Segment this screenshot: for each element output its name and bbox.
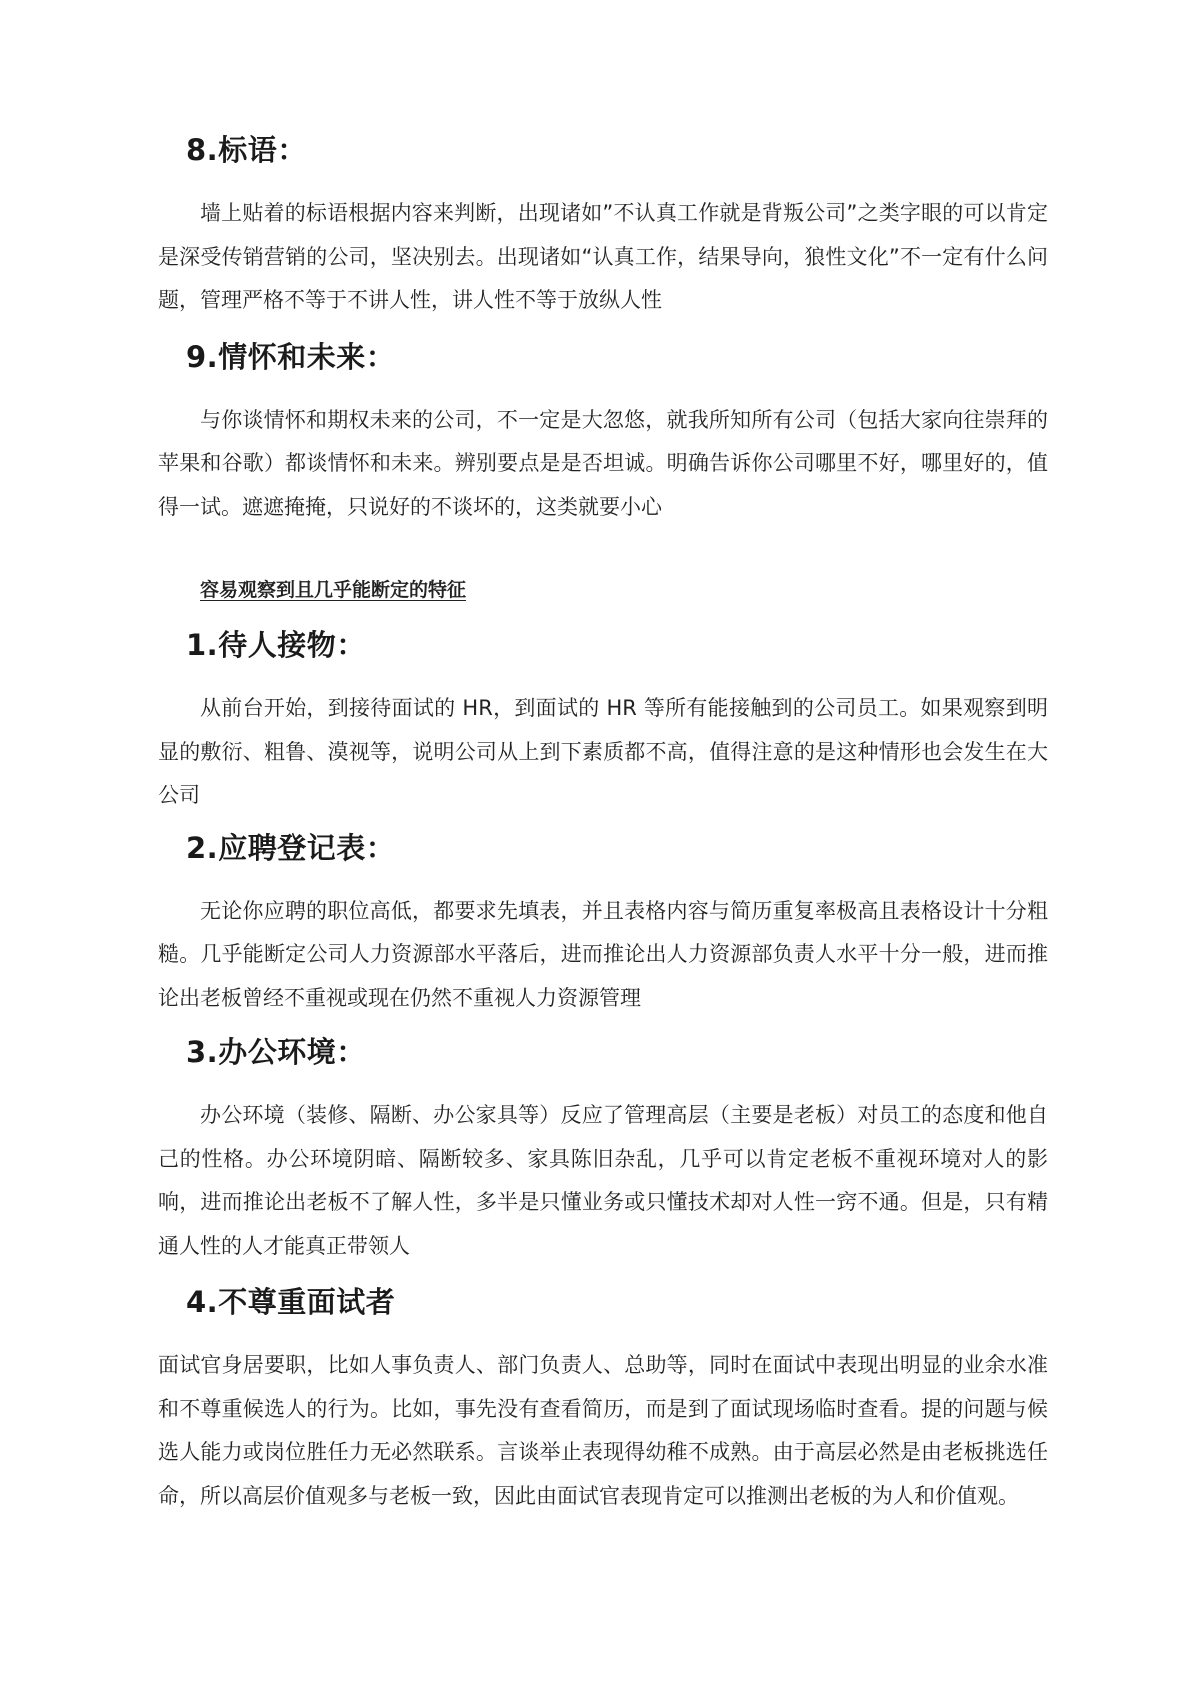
section-paragraph-treatment: 从前台开始，到接待面试的 HR，到面试的 HR 等所有能接触到的公司员工。如果观察到明显的敷衍、粗鲁、漠视等，说明公司从上到下素质都不高，值得注意的是这种情形也会发生在大公司 <box>158 696 1048 807</box>
section-heading-vision: 9.情怀和未来： <box>186 339 396 374</box>
document-page <box>158 112 1048 1518</box>
section-heading-treatment: 1.待人接物： <box>186 628 366 662</box>
section-heading-office-environment: 3.办公环境： <box>186 1035 366 1069</box>
section-paragraph-office-environment: 办公环境（装修、隔断、办公家具等）反应了管理高层（主要是老板）对员工的态度和他自己的性格。办公环境阴暗、隔断较多、家具陈旧杂乱，几乎可以肯定老板不重视环境对人的影响，进而推论出老板不了解人性，多半是只懂业务或只懂技术却对人性一窍不通。但是，只有精通人性的人才能真正带领人 <box>158 1103 1048 1258</box>
section-paragraph-disrespect: 面试官身居要职，比如人事负责人、部门负责人、总助等，同时在面试中表现出明显的业余水准和不尊重候选人的行为。比如，事先没有查看简历，而是到了面试现场临时查看。提的问题与候选人能力或岗位胜任力无必然联系。言谈举止表现得幼稚不成熟。由于高层必然是由老板挑选任命，所以高层价值观多与老板一致，因此由面试官表现肯定可以推测出老板的为人和价值观。 <box>158 1353 1048 1508</box>
section-label-easy-features: 容易观察到且几乎能断定的特征 <box>200 579 467 601</box>
section-paragraph-vision: 与你谈情怀和期权未来的公司，不一定是大忽悠，就我所知所有公司（包括大家向往崇拜的苹果和谷歌）都谈情怀和未来。辨别要点是是否坦诚。明确告诉你公司哪里不好，哪里好的，值得一试。遮遮掩掩，只说好的不谈坏的，这类就要小心 <box>158 407 1048 519</box>
section-heading-slogan: 8.标语： <box>186 133 307 167</box>
section-heading-application-form: 2.应聘登记表： <box>186 830 396 865</box>
section-paragraph-application-form: 无论你应聘的职位高低，都要求先填表，并且表格内容与简历重复率极高且表格设计十分粗糙。几乎能断定公司人力资源部水平落后，进而推论出人力资源部负责人水平十分一般，进而推论出老板曾经不重视或现在仍然不重视人力资源管理 <box>158 898 1048 1010</box>
section-heading-disrespect: 4.不尊重面试者 <box>186 1285 396 1319</box>
section-paragraph-slogan: 墙上贴着的标语根据内容来判断，出现诸如”不认真工作就是背叛公司”之类字眼的可以肯定是深受传销营销的公司，坚决别去。出现诸如“认真工作，结果导向，狼性文化”不一定有什么问题，管理严格不等于不讲人性，讲人性不等于放纵人性 <box>158 201 1048 312</box>
